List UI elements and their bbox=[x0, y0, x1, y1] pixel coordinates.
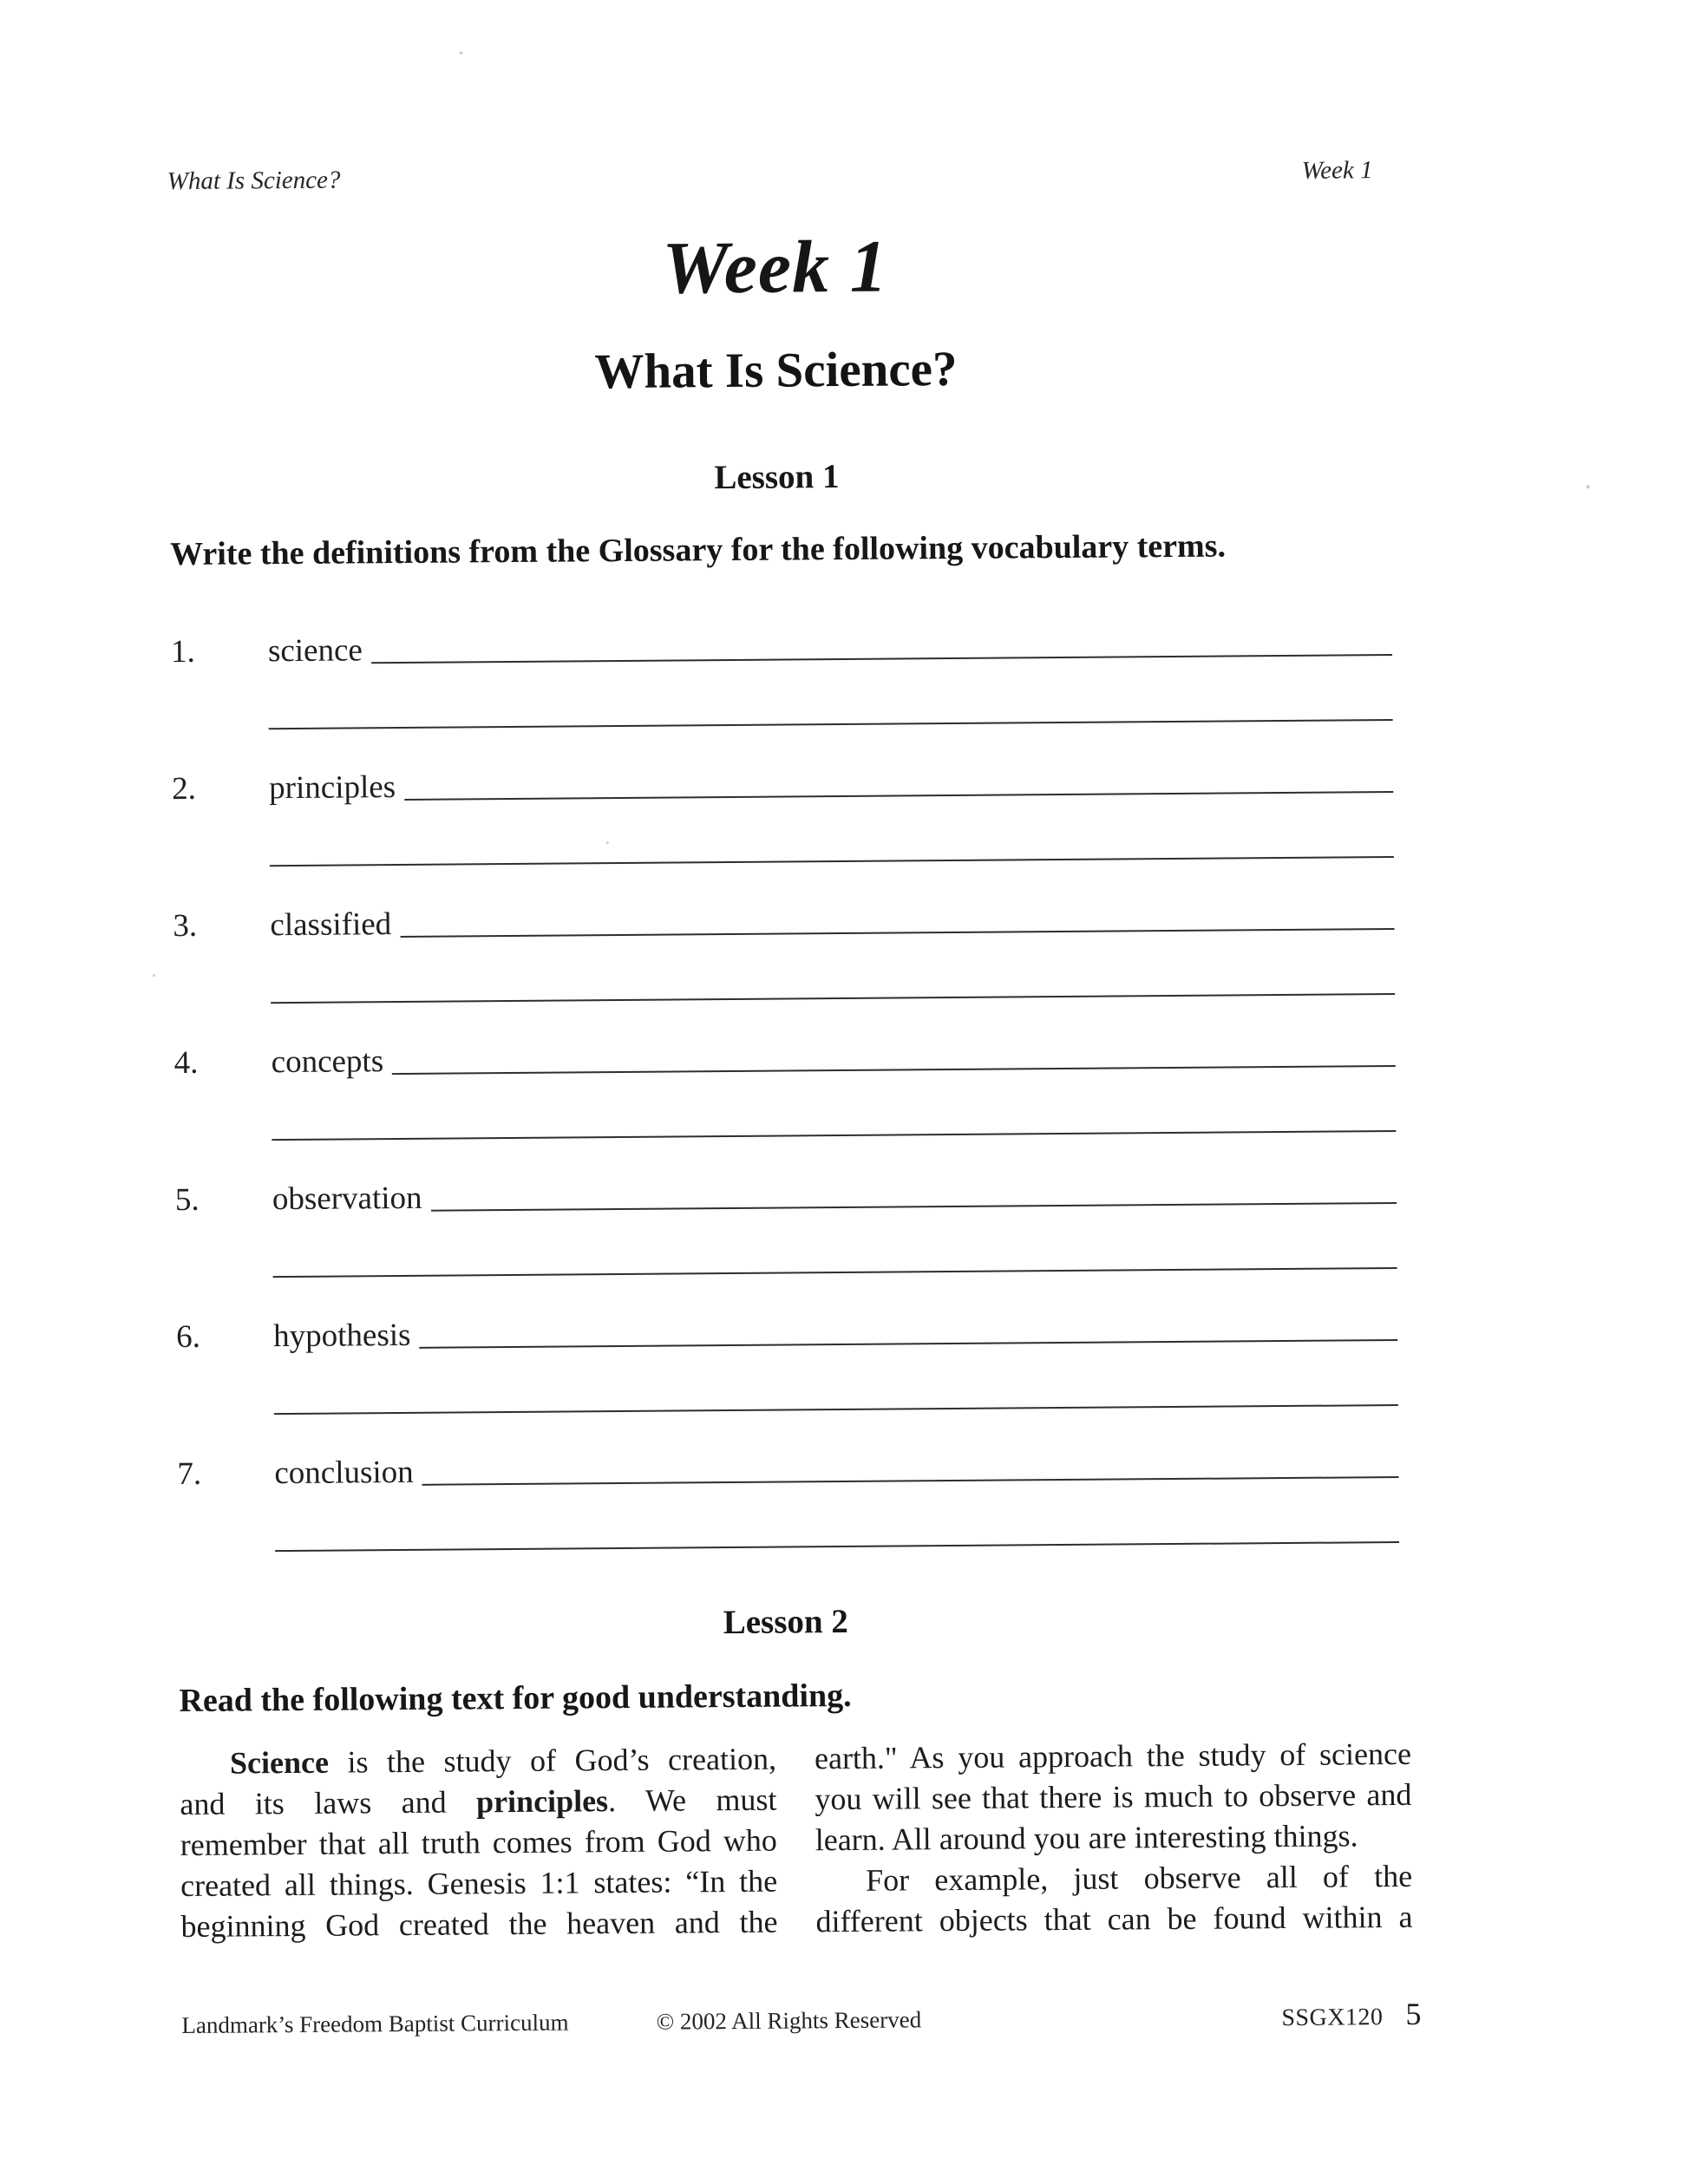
vocab-term: science bbox=[267, 632, 363, 670]
footer-copyright: © 2002 All Rights Reserved bbox=[656, 2006, 922, 2035]
vocab-number: 5. bbox=[174, 1181, 200, 1219]
vocabulary-list bbox=[171, 615, 1400, 1584]
reading-column-left bbox=[180, 1739, 778, 1947]
answer-blank-line bbox=[371, 654, 1392, 664]
vocab-term: classified bbox=[270, 906, 392, 944]
bold-term: principles bbox=[475, 1783, 609, 1820]
vocab-item-science bbox=[171, 615, 1393, 730]
answer-blank-line bbox=[274, 1404, 1398, 1415]
scan-speck bbox=[460, 51, 463, 54]
vocab-item-principles bbox=[172, 752, 1394, 867]
reading-column-right bbox=[815, 1734, 1413, 1942]
text-segment: is the study of God’s creation, bbox=[328, 1741, 777, 1780]
lesson-2-heading: Lesson 2 bbox=[723, 1602, 849, 1642]
vocab-item-classified bbox=[173, 889, 1395, 1004]
text-line: different objects that can be found within a bbox=[815, 1899, 1413, 1939]
scan-speck bbox=[606, 841, 609, 844]
answer-blank-line bbox=[392, 1065, 1396, 1075]
vocab-item-concepts bbox=[173, 1026, 1396, 1141]
vocab-number: 2. bbox=[172, 770, 197, 808]
bold-term: Science bbox=[229, 1744, 330, 1781]
week-title: Week 1 bbox=[662, 224, 888, 310]
lesson-1-directions: Write the definitions from the Glossary for the following vocabulary terms. bbox=[169, 527, 1227, 573]
vocab-number: 6. bbox=[176, 1318, 201, 1356]
vocab-term: principles bbox=[269, 769, 396, 807]
text-line: For example, just observe all of the bbox=[865, 1858, 1413, 1898]
page-number: 5 bbox=[1405, 1996, 1422, 2031]
answer-blank-line bbox=[431, 1202, 1397, 1212]
lesson-2-directions: Read the following text for good understanding. bbox=[179, 1677, 852, 1720]
vocab-item-hypothesis bbox=[176, 1300, 1398, 1416]
vocab-item-conclusion bbox=[177, 1437, 1399, 1553]
vocab-number: 3. bbox=[173, 907, 198, 945]
text-line: earth." As you approach the study of science bbox=[814, 1736, 1412, 1776]
running-header-right: Week 1 bbox=[1301, 156, 1373, 185]
footer-publisher: Landmark’s Freedom Baptist Curriculum bbox=[181, 2009, 569, 2039]
answer-blank-line bbox=[275, 1541, 1399, 1552]
scan-speck bbox=[153, 974, 155, 977]
vocab-number: 1. bbox=[170, 633, 195, 670]
text-line: remember that all truth comes from God who bbox=[180, 1822, 777, 1863]
text-line: learn. All around you are interesting things. bbox=[815, 1818, 1358, 1858]
answer-blank-line bbox=[273, 1267, 1397, 1278]
answer-blank-line bbox=[404, 791, 1393, 801]
text-line: beginning God created the heaven and the bbox=[180, 1904, 778, 1945]
footer-product-code: SSGX120 bbox=[1281, 2004, 1384, 2032]
answer-blank-line bbox=[271, 993, 1395, 1004]
lesson-1-heading: Lesson 1 bbox=[714, 458, 840, 497]
text-line bbox=[180, 1780, 776, 1825]
text-line: created all things. Genesis 1:1 states: “In the bbox=[180, 1863, 778, 1904]
text-segment: and its laws and bbox=[180, 1784, 477, 1822]
answer-blank-line bbox=[422, 1476, 1399, 1486]
answer-blank-line bbox=[272, 1130, 1396, 1141]
page-title: What Is Science? bbox=[594, 341, 958, 400]
answer-blank-line bbox=[400, 928, 1394, 938]
running-header-left: What Is Science? bbox=[167, 166, 341, 196]
vocab-number: 7. bbox=[177, 1455, 202, 1493]
answer-blank-line bbox=[269, 719, 1393, 729]
vocab-number: 4. bbox=[173, 1044, 199, 1082]
footer-page-info bbox=[1281, 1996, 1421, 2033]
vocab-item-observation bbox=[175, 1163, 1397, 1278]
vocab-term: hypothesis bbox=[273, 1317, 411, 1355]
scan-speck bbox=[1587, 485, 1590, 488]
vocab-term: conclusion bbox=[274, 1454, 414, 1492]
vocab-term: concepts bbox=[271, 1043, 384, 1081]
reading-text bbox=[180, 1734, 1413, 1947]
vocab-term: observation bbox=[272, 1180, 422, 1218]
answer-blank-line bbox=[420, 1339, 1398, 1349]
text-line: you will see that there is much to observe and bbox=[815, 1776, 1412, 1817]
answer-blank-line bbox=[270, 856, 1394, 866]
text-line bbox=[180, 1739, 776, 1784]
text-segment: . We must bbox=[607, 1782, 777, 1819]
